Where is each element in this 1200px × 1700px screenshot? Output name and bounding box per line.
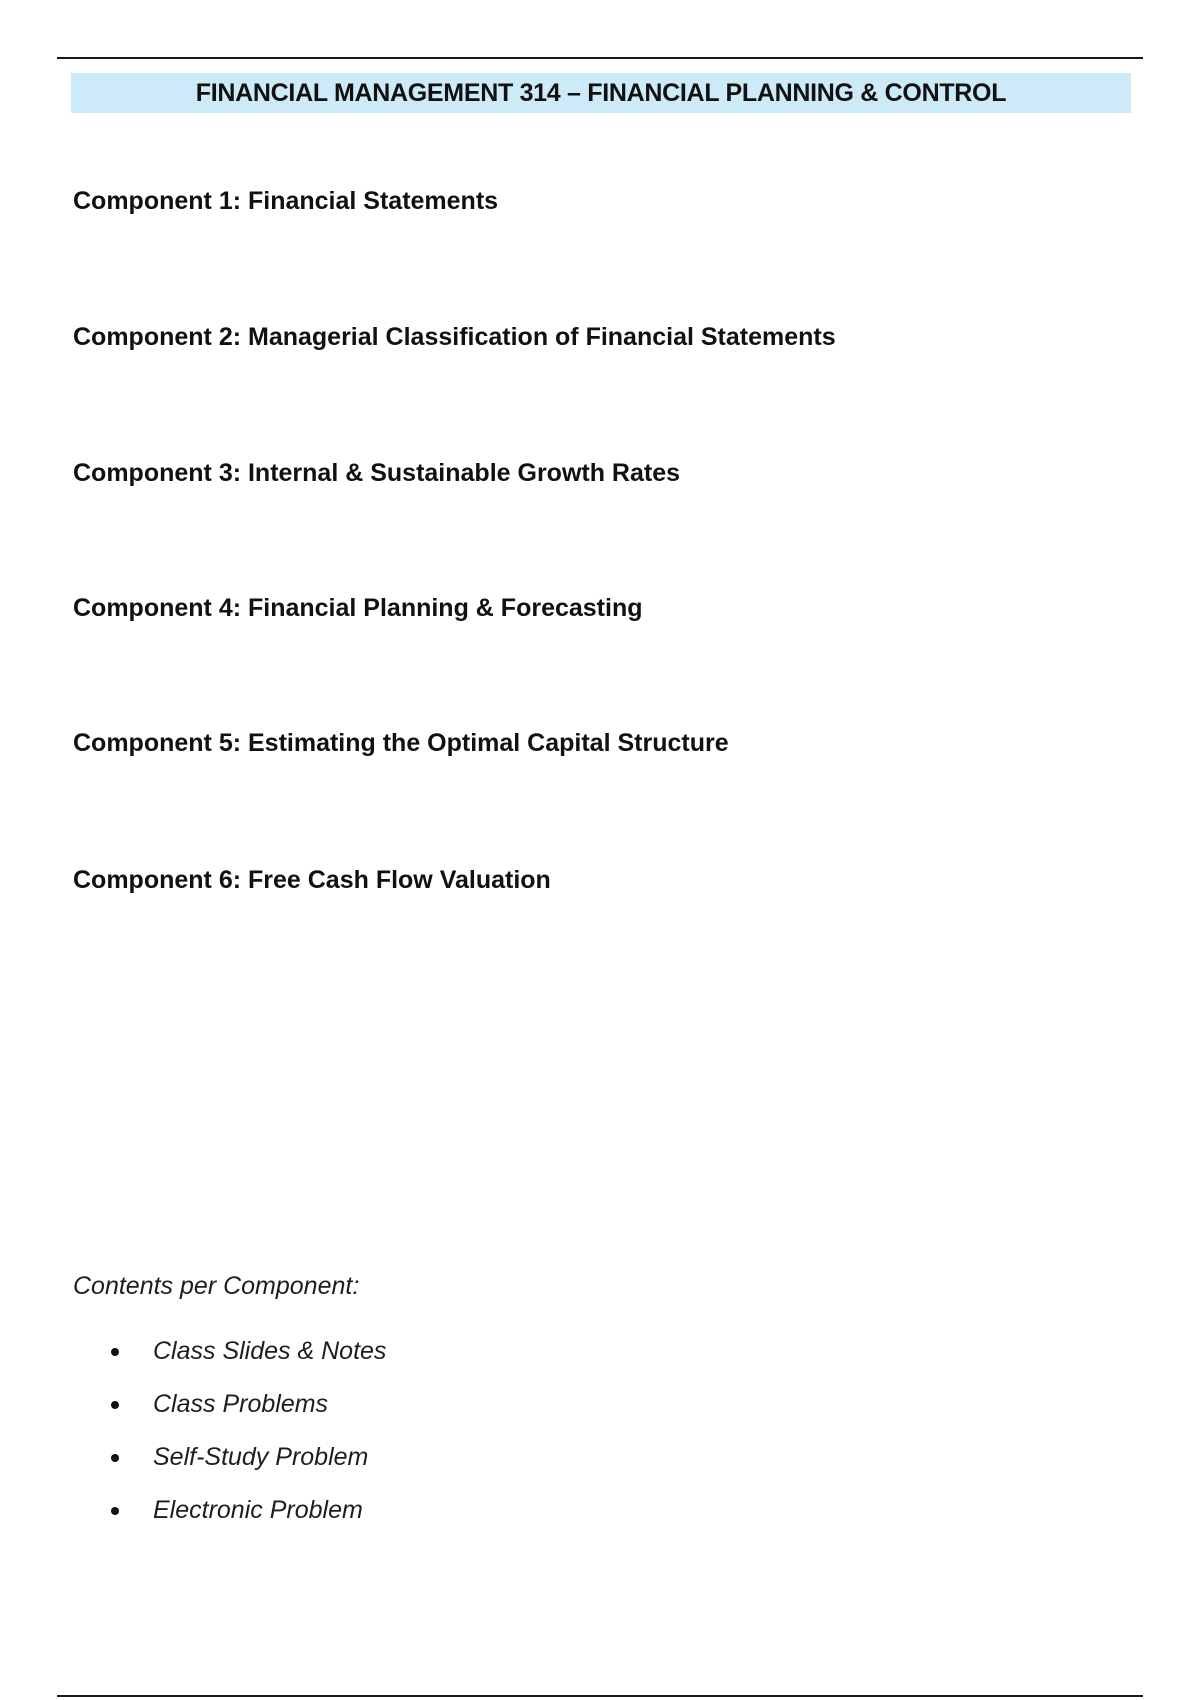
list-item-text: Class Problems [153, 1390, 329, 1418]
list-item-text: Class Slides & Notes [153, 1337, 387, 1365]
component-heading-2: Component 2: Managerial Classification of Financial Statements [73, 323, 836, 351]
component-heading-1: Component 1: Financial Statements [73, 187, 499, 215]
contents-label: Contents per Component: [73, 1272, 360, 1300]
component-heading-6: Component 6: Free Cash Flow Valuation [73, 866, 551, 894]
bullet-icon [111, 1454, 119, 1462]
title-banner [71, 73, 1131, 113]
component-heading-3: Component 3: Internal & Sustainable Growth Rates [73, 459, 681, 487]
list-item-text: Electronic Problem [153, 1496, 363, 1524]
contents-section [73, 1272, 973, 1537]
component-heading-5: Component 5: Estimating the Optimal Capital Structure [73, 729, 729, 757]
top-rule [57, 57, 1143, 59]
list-item [73, 1431, 973, 1484]
bottom-rule [57, 1695, 1143, 1697]
list-item-text: Self-Study Problem [153, 1443, 369, 1471]
list-item [73, 1484, 973, 1537]
list-item [73, 1378, 973, 1431]
bullet-icon [111, 1507, 119, 1515]
contents-list [73, 1325, 973, 1537]
bullet-icon [111, 1401, 119, 1409]
bullet-icon [111, 1348, 119, 1356]
list-item [73, 1325, 973, 1378]
component-heading-4: Component 4: Financial Planning & Forecasting [73, 594, 643, 622]
document-title: FINANCIAL MANAGEMENT 314 – FINANCIAL PLANNING & CONTROL [195, 78, 1007, 107]
